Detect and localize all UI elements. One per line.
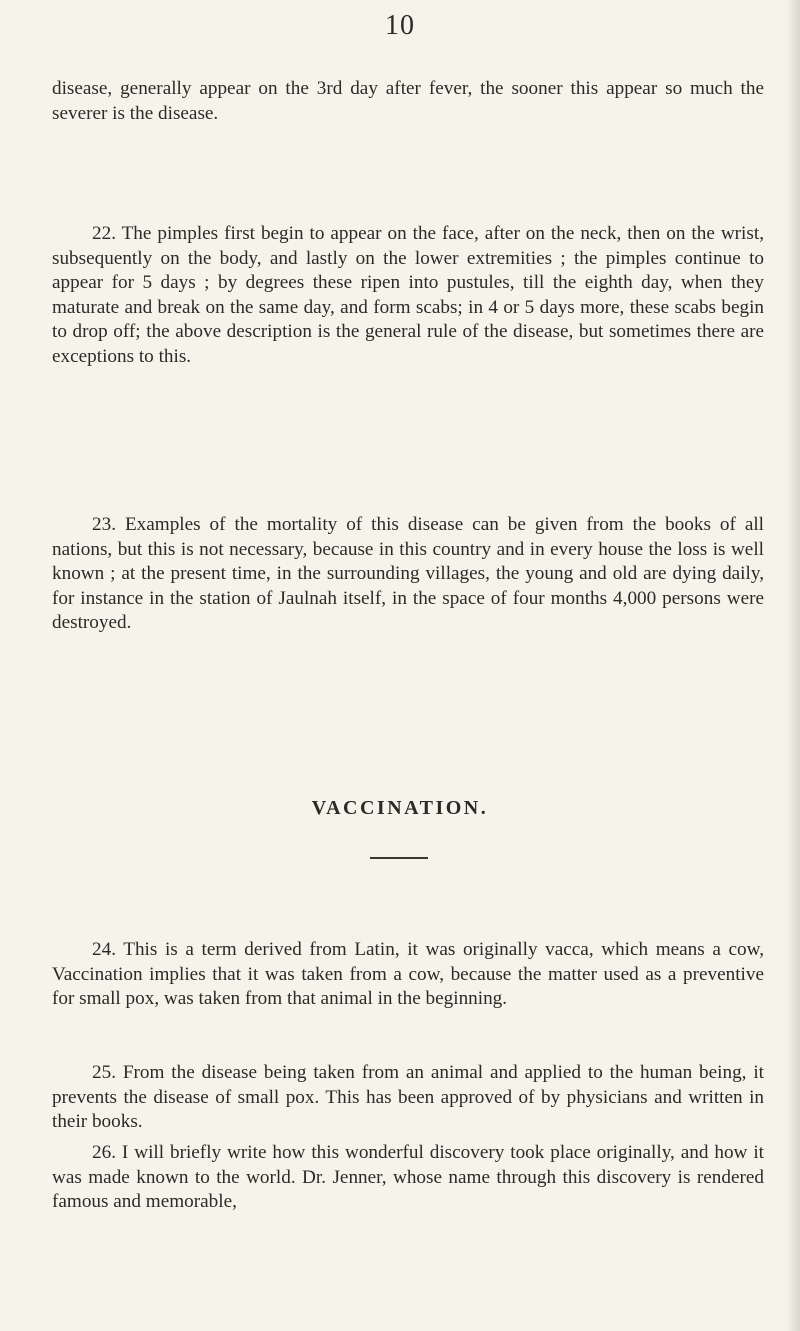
paragraph-text: 22. The pimples first begin to appear on the face, after on the neck, then on the wrist, subsequently on the body, and lastly on the lower extremities ; the pimples continue to appear for 5 days ; by degrees these ripen into pustules, till the eighth day, when they maturate and break on the same day, and form scabs; in 4 or 5 days more, these scabs begin to drop off; the above description is the general rule of the disease, but sometimes there are exceptions to this. xyxy=(52,223,764,367)
paragraph-text: 26. I will briefly write how this wonderful discovery took place originally, and how it was made known to the world. Dr. Jenner, whose name through this discovery is rendered famous and memorable, xyxy=(52,1142,764,1213)
paragraph-22 xyxy=(52,222,764,370)
paragraph-text: disease, generally appear on the 3rd day after fever, the sooner this appear so much the severer is the disease. xyxy=(52,78,764,124)
paragraph-continued xyxy=(52,77,764,126)
heading-divider xyxy=(370,857,428,859)
paragraph-text: 23. Examples of the mortality of this disease can be given from the books of all nations, but this is not necessary, because in this country and in every house the loss is well known ; at the present time, in the surrounding villages, the young and old are dying daily, for instance in the station of Jaulnah itself, in the space of four months 4,000 persons were destroyed. xyxy=(52,514,764,634)
page-edge-shadow xyxy=(786,0,800,1331)
paragraph-26 xyxy=(52,1141,764,1215)
page-number: 10 xyxy=(385,10,415,41)
paragraph-text: 24. This is a term derived from Latin, it was originally vacca, which means a cow, Vaccination implies that it was taken from a cow, because the matter used as a preventive for small pox, was taken from that animal in the beginning. xyxy=(52,939,764,1010)
paragraph-25 xyxy=(52,1061,764,1135)
section-heading: VACCINATION. xyxy=(311,797,489,819)
paragraph-24 xyxy=(52,938,764,1012)
paragraph-23 xyxy=(52,513,764,636)
paragraph-text: 25. From the disease being taken from an animal and applied to the human being, it prevents the disease of small pox. This has been approved of by physicians and written in their books. xyxy=(52,1062,764,1133)
